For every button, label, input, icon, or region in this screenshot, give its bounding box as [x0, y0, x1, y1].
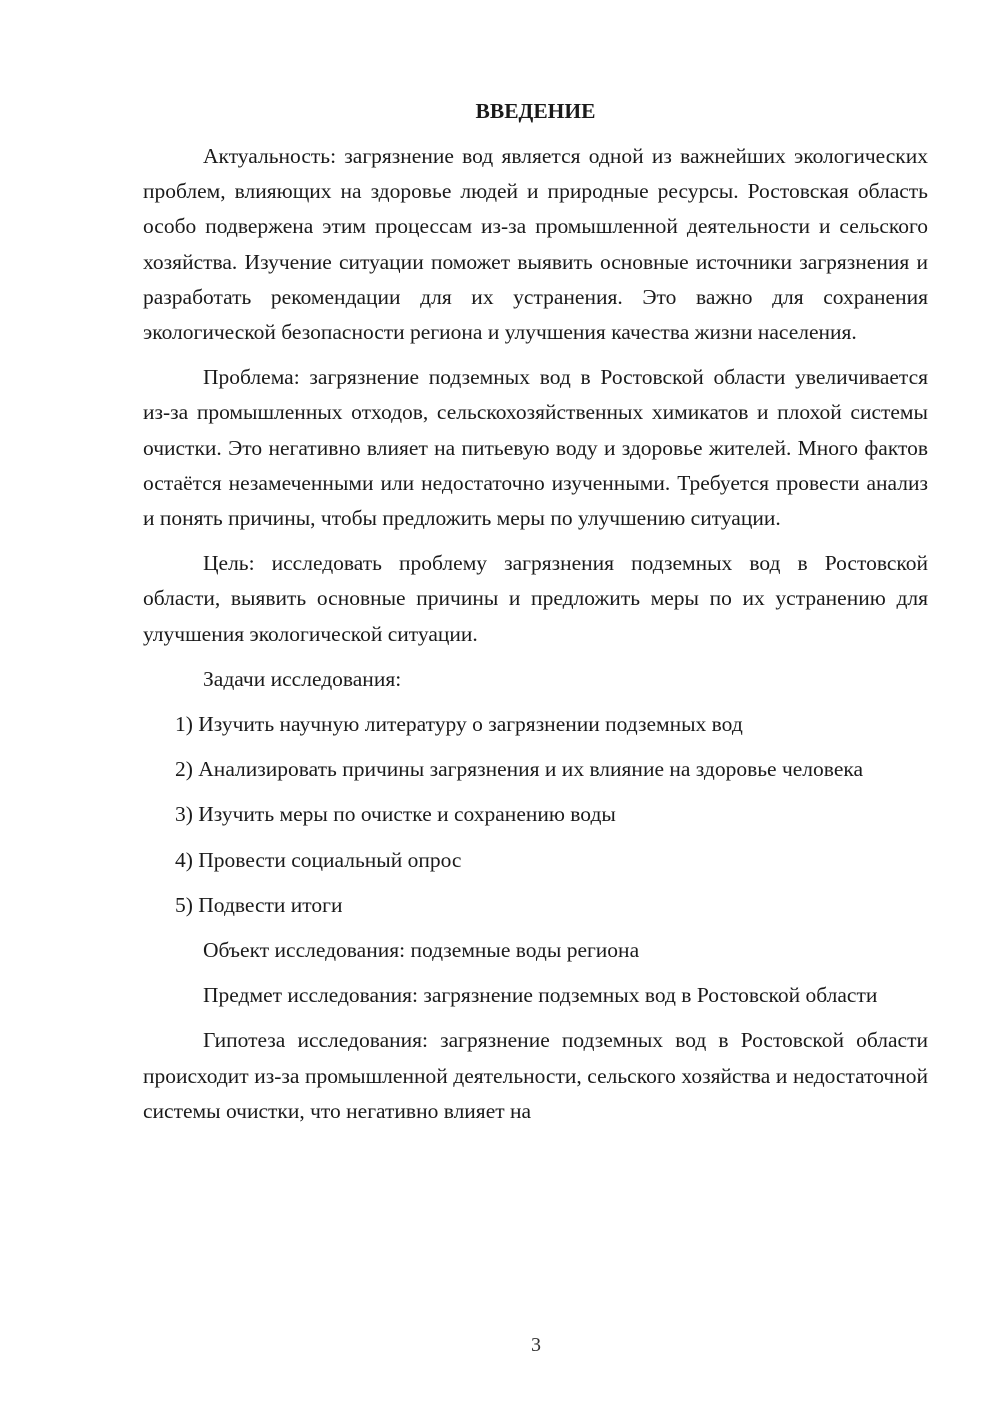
page-title: ВВЕДЕНИЕ [475, 99, 596, 123]
task-item: 1) Изучить научную литературу о загрязнении подземных вод [175, 712, 743, 737]
document-page [143, 94, 928, 1139]
task-item: 4) Провести социальный опрос [175, 847, 462, 872]
paragraph-problem: Проблема: загрязнение подземных вод в Ростовской области увеличивается из-за промышленных отходов, сельскохозяйственных химикатов и плохой системы очистки. Это негативно влияет на питьевую воду и здоровье жителей. Много фактов остаётся незамеченными или недостаточно изученными. Требуется провести анализ и понять причины, чтобы предложить меры по улучшению ситуации. [143, 365, 928, 531]
task-item: 2) Анализировать причины загрязнения и их влияние на здоровье человека [175, 757, 864, 782]
paragraph-goal: Цель: исследовать проблему загрязнения подземных вод в Ростовской области, выявить основные причины и предложить меры по их устранению для улучшения экологической ситуации. [143, 551, 928, 646]
task-item: 5) Подвести итоги [175, 892, 343, 917]
paragraph-relevance: Актуальность: загрязнение вод является одной из важнейших экологических проблем, влияющих на здоровье людей и природные ресурсы. Ростовская область особо подвержена этим процессам из-за промышленной деятельности и сельского хозяйства. Изучение ситуации поможет выявить основные источники загрязнения и разработать рекомендации для их устранения. Это важно для сохранения экологической безопасности региона и улучшения качества жизни населения. [143, 144, 928, 345]
tasks-heading: Задачи исследования: [203, 666, 402, 691]
paragraph-subject: Предмет исследования: загрязнение подземных вод в Ростовской области [203, 983, 878, 1008]
page-number: 3 [531, 1334, 541, 1356]
paragraph-hypothesis: Гипотеза исследования: загрязнение подземных вод в Ростовской области происходит из-за промышленной деятельности, сельского хозяйства и недостаточной системы очистки, что негативно влияет на [143, 1028, 928, 1123]
paragraph-object: Объект исследования: подземные воды региона [203, 938, 640, 963]
task-item: 3) Изучить меры по очистке и сохранению воды [175, 802, 616, 827]
